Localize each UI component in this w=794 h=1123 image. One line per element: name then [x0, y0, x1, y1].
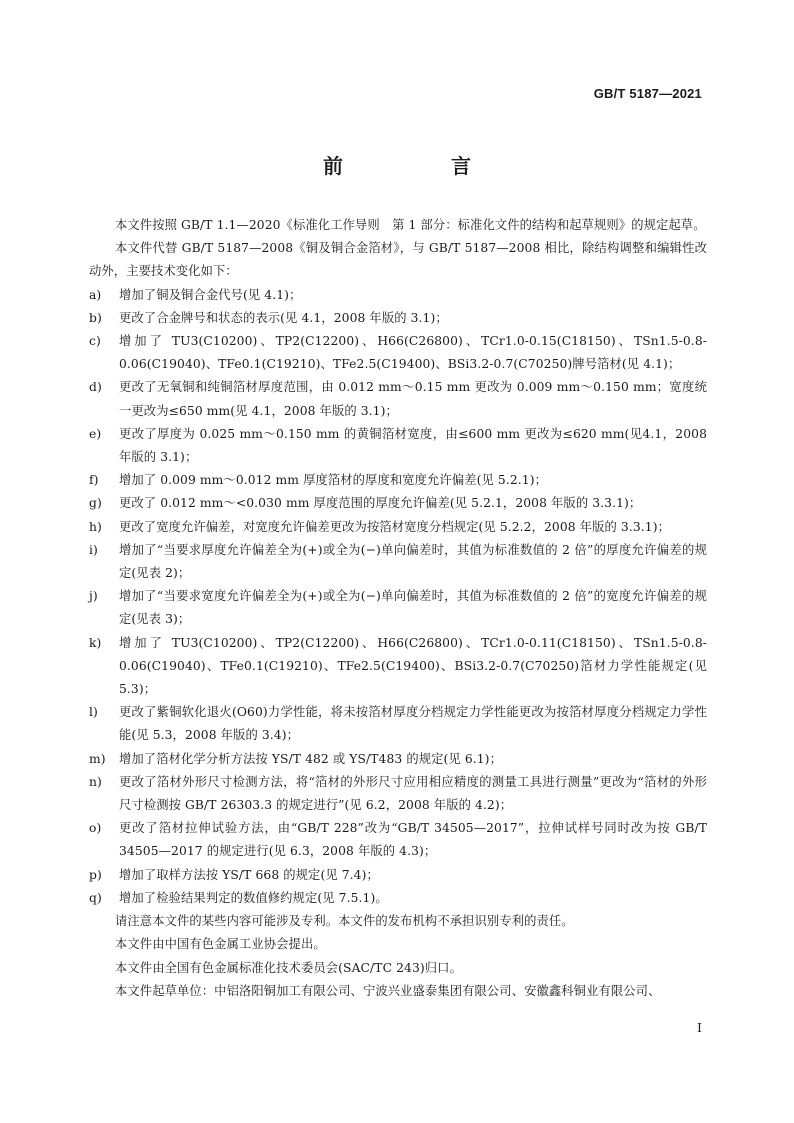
page-number: I [697, 1020, 702, 1035]
list-item-text: 更改了 0.012 mm～<0.030 mm 厚度范围的厚度允许偏差(见 5.2.1，2008 年版的 3.3.1)； [119, 496, 642, 511]
list-item [89, 376, 707, 422]
list-item-text: 更改了箔材外形尺寸检测方法，将“箔材的外形尺寸应用相应精度的测量工具进行测量”更改为“箔材的外形尺寸检测按 GB/T 26303.3 的规定进行”(见 6.2，2008 年版的 4.2)； [119, 774, 707, 813]
list-marker: l) [89, 705, 98, 720]
list-item-text: 更改了合金牌号和状态的表示(见 4.1，2008 年版的 3.1)； [119, 310, 448, 325]
list-item-text: 增加了取样方法按 YS/T 668 的规定(见 7.4)； [119, 867, 379, 882]
list-marker: m) [89, 751, 106, 766]
list-item-text: 增加了 TU3(C10200)、TP2(C12200)、H66(C26800)、TCr1.0-0.15(C18150)、TSn1.5-0.8-0.06(C19040)、TFe0.1(C19210)、TFe2.5(C19400)、BSi3.2-0.7(C70250)牌号箔材(见 4.1)； [119, 334, 707, 372]
list-item [89, 284, 707, 307]
list-item [89, 864, 707, 887]
list-item [89, 632, 707, 702]
standard-code: GB/T 5187—2021 [593, 86, 702, 101]
list-marker: o) [89, 821, 102, 836]
list-item [89, 492, 707, 515]
list-item [89, 539, 707, 585]
list-item [89, 330, 707, 376]
list-marker: n) [89, 774, 102, 789]
list-item-text: 增加了“当要求宽度允许偏差全为(+)或全为(−)单向偏差时，其值为标准数值的 2 倍”的宽度允许偏差的规定(见表 3)； [119, 589, 707, 627]
list-marker: q) [89, 890, 102, 905]
list-item-text: 增加了 TU3(C10200)、TP2(C12200)、H66(C26800)、TCr1.0-0.11(C18150)、TSn1.5-0.8-0.06(C19040)、TFe0.1(C19210)、TFe2.5(C19400)、BSi3.2-0.7(C70250)箔材力学性能规定(见 5.3)； [119, 635, 707, 697]
patent-notice: 请注意本文件的某些内容可能涉及专利。本文件的发布机构不承担识别专利的责任。 [115, 914, 574, 929]
list-item [89, 423, 707, 469]
list-item-text: 增加了 0.009 mm～0.012 mm 厚度箔材的厚度和宽度允许偏差(见 5.2.1)； [119, 473, 548, 488]
intro-paragraph: 本文件按照 GB/T 1.1—2020《标准化工作导则 第 1 部分：标准化文件的结构和起草规则》的规定起草。 [115, 218, 706, 232]
list-marker: a) [89, 287, 102, 302]
list-marker: i) [89, 542, 98, 557]
list-item-text: 更改了无氧铜和纯铜箔材厚度范围，由 0.012 mm～0.15 mm 更改为 0.009 mm～0.150 mm；宽度统一更改为≤650 mm(见 4.1，2008 年版的 3.1)； [119, 380, 707, 418]
list-item [89, 748, 707, 771]
list-marker: j) [89, 589, 98, 604]
drafting-units: 本文件起草单位：中铝洛阳铜加工有限公司、宁波兴业盛泰集团有限公司、安徽鑫科铜业有限公司、 [115, 983, 661, 998]
list-item-text: 增加了检验结果判定的数值修约规定(见 7.5.1)。 [119, 890, 388, 905]
list-item [89, 817, 707, 863]
list-item [89, 516, 707, 539]
list-item-text: 更改了紫铜软化退火(O60)力学性能，将未按箔材厚度分档规定力学性能更改为按箔材厚度分档规定力学性能(见 5.3，2008 年版的 3.4)； [119, 705, 707, 743]
page-title: 前 言 [323, 154, 515, 178]
list-item-text: 增加了箔材化学分析方法按 YS/T 482 或 YS/T483 的规定(见 6.1)； [119, 751, 502, 766]
list-item [89, 701, 707, 747]
proposer-statement: 本文件由中国有色金属工业协会提出。 [115, 937, 326, 952]
intro-paragraph: 本文件代替 GB/T 5187—2008《铜及铜合金箔材》，与 GB/T 5187—2008 相比，除结构调整和编辑性改动外，主要技术变化如下： [89, 241, 707, 279]
list-item-text: 更改了宽度允许偏差，对宽度允许偏差更改为按箔材宽度分档规定(见 5.2.2，2008 年版的 3.3.1)； [119, 519, 670, 534]
list-item-text: 增加了“当要求厚度允许偏差全为(+)或全为(−)单向偏差时，其值为标准数值的 2 倍”的厚度允许偏差的规定(见表 2)； [119, 542, 707, 581]
list-marker: k) [89, 635, 102, 650]
document-body [89, 214, 707, 1003]
list-marker: d) [89, 380, 102, 395]
list-marker: b) [89, 310, 102, 325]
list-item [89, 585, 707, 631]
list-item [89, 307, 707, 330]
list-marker: p) [89, 867, 102, 882]
list-marker: e) [89, 426, 102, 441]
changes-list [89, 284, 707, 910]
list-item [89, 887, 707, 910]
list-item-text: 更改了箔材拉伸试验方法，由“GB/T 228”改为“GB/T 34505—2017”，拉伸试样号同时改为按 GB/T 34505—2017 的规定进行(见 6.3，2008 年版的 4.3)； [119, 821, 707, 859]
list-item-text: 增加了铜及铜合金代号(见 4.1)； [119, 287, 302, 302]
committee-statement: 本文件由全国有色金属标准化技术委员会(SAC/TC 243)归口。 [115, 960, 462, 975]
list-marker: c) [89, 334, 101, 349]
list-marker: h) [89, 519, 102, 534]
list-item [89, 771, 707, 817]
list-marker: g) [89, 496, 102, 511]
list-item-text: 更改了厚度为 0.025 mm～0.150 mm 的黄铜箔材宽度，由≤600 mm 更改为≤620 mm(见4.1，2008 年版的 3.1)； [119, 426, 707, 465]
list-item [89, 469, 707, 492]
list-marker: f) [89, 473, 99, 488]
